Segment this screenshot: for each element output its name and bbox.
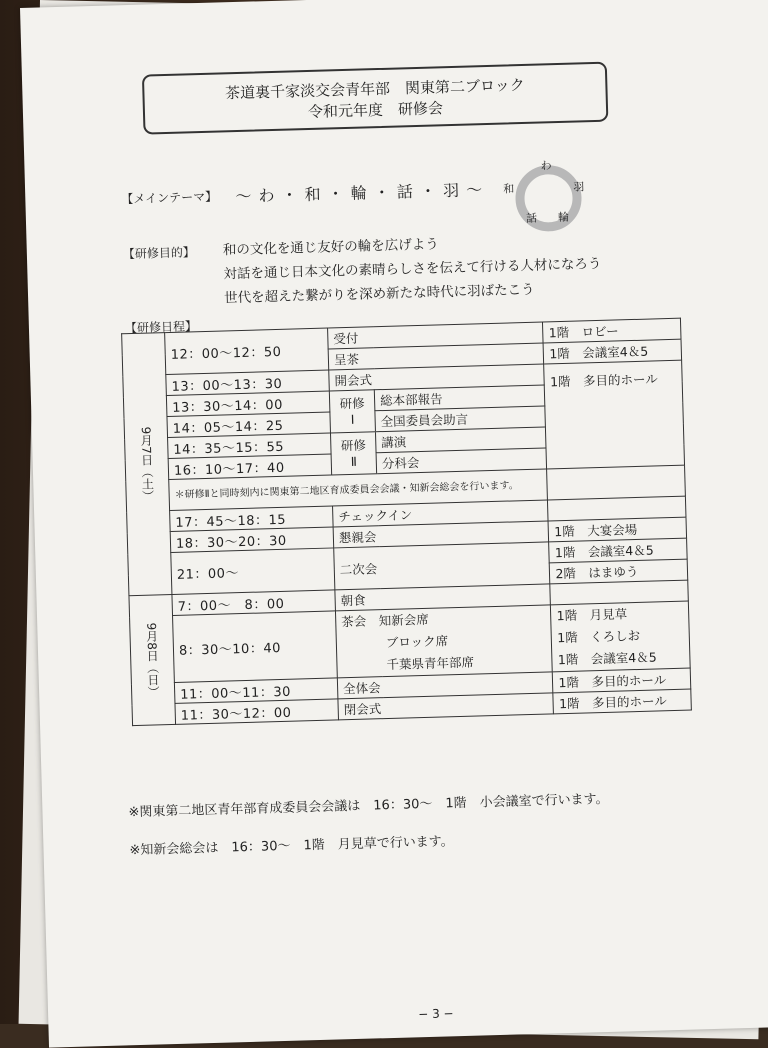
chakai-line-2: ブロック席 [385,633,449,651]
event-cell: 分科会 [376,448,547,474]
chakai-line-1: 茶会 知新会席 [341,611,429,630]
time-cell: 8：30〜10：40 [173,611,338,683]
place-line-2: 1階 くろしお [557,627,641,646]
time-cell: 21：00〜 [171,548,335,595]
ring-char-bottom-right: 輪 [557,210,570,225]
place-cell: 1階 ロビー [543,318,681,343]
time-cell: 11：00〜11：30 [174,678,338,704]
time-cell: 14：05〜14：25 [167,412,331,438]
title-line-2: 令和元年度 研修会 [307,99,444,121]
event-cell: チェックイン [333,500,549,527]
kenshu-1-label: 研修 Ⅰ [329,390,375,433]
footnote-2: ※知新会総会は 16：30〜 1階 月見草で行います。 [129,834,454,859]
time-cell: 16：10〜17：40 [168,454,332,480]
event-cell: 二次会 [334,542,551,590]
event-cell: 懇親会 [333,521,549,548]
purpose-line-1: 和の文化を通じ友好の輪を広げよう [222,236,439,259]
chakai-line-3: 千葉県青年部席 [386,654,475,673]
time-cell: 13：30〜14：00 [166,391,330,417]
ring-char-top: わ [540,159,552,173]
ring-graphic [515,164,583,232]
purpose-line-3: 世代を超えた繋がりを深め新たな時代に羽ばたこう [223,281,535,307]
event-cell: 開会式 [329,364,545,391]
title-line-1: 茶道裏千家淡交会青年部 関東第二ブロック [224,75,525,103]
time-cell: 7：00〜 8：00 [172,590,336,616]
schedule-label: 【研修日程】 [124,319,198,336]
time-cell: 11：30〜12：00 [175,699,339,725]
time-cell: 14：35〜15：55 [168,433,332,459]
place-line-1: 1階 月見草 [556,606,628,624]
place-cell: 1階 会議室4＆5 [544,339,682,364]
theme-text: 〜 わ ・ 和 ・ 輪 ・ 話 ・ 羽 〜 [235,180,484,207]
ring-char-left: 和 [503,182,515,196]
schedule-table [121,318,692,726]
ring-char-right: 羽 [573,180,585,194]
event-cell: 全国委員会助言 [375,406,546,432]
place-line-3: 1階 会議室4＆5 [557,649,657,668]
event-cell: 閉会式 [338,693,554,720]
place-cell [551,601,690,672]
footnote-1: ※関東第二地区青年部育成委員会会議は 16：30〜 1階 小会議室で行います。 [128,791,609,821]
event-cell: 講演 [375,427,546,453]
document-page [20,0,768,1048]
purpose-label: 【研修目的】 [122,245,196,262]
place-cell: 1階 多目的ホール [544,360,684,469]
event-cell: 朝食 [335,584,551,611]
time-cell: 13：00〜13：30 [166,370,330,396]
time-cell: 12：00〜12：50 [165,328,329,375]
event-cell: 受付 [328,322,544,349]
time-cell: 18：30〜20：30 [170,527,334,553]
place-cell: 2階 はまゆう [550,559,688,584]
time-cell: 17：45〜18：15 [170,506,334,532]
day1-cell: 9月7日（土） [122,333,172,596]
event-cell: 総本部報告 [374,385,545,411]
event-cell: 全体会 [337,672,553,699]
event-cell: 呈茶 [328,343,544,370]
place-cell: 1階 会議室4＆5 [549,538,687,563]
title-box [142,62,608,135]
place-cell: 1階 大宴会場 [548,517,686,542]
ring-char-bottom-left: 話 [525,211,538,225]
place-cell: 1階 多目的ホール [553,668,691,693]
day2-cell: 9月8日（日） [129,594,176,725]
theme-ring-diagram [503,158,585,230]
kenshu-2-label: 研修 Ⅱ [330,432,376,475]
place-cell [547,465,685,500]
place-cell: 1階 多目的ホール [553,689,691,714]
theme-label: 【メインテーマ】 [121,189,218,207]
chakai-cell [335,605,552,678]
purpose-line-2: 対話を通じ日本文化の素晴らしさを伝えて行ける人材になろう [223,255,602,283]
note-cell: ＊研修Ⅱと同時刻内に関東第二地区育成委員会会議・知新会総会を行います。 [169,469,548,511]
page-number: − 3 − [418,1006,454,1022]
